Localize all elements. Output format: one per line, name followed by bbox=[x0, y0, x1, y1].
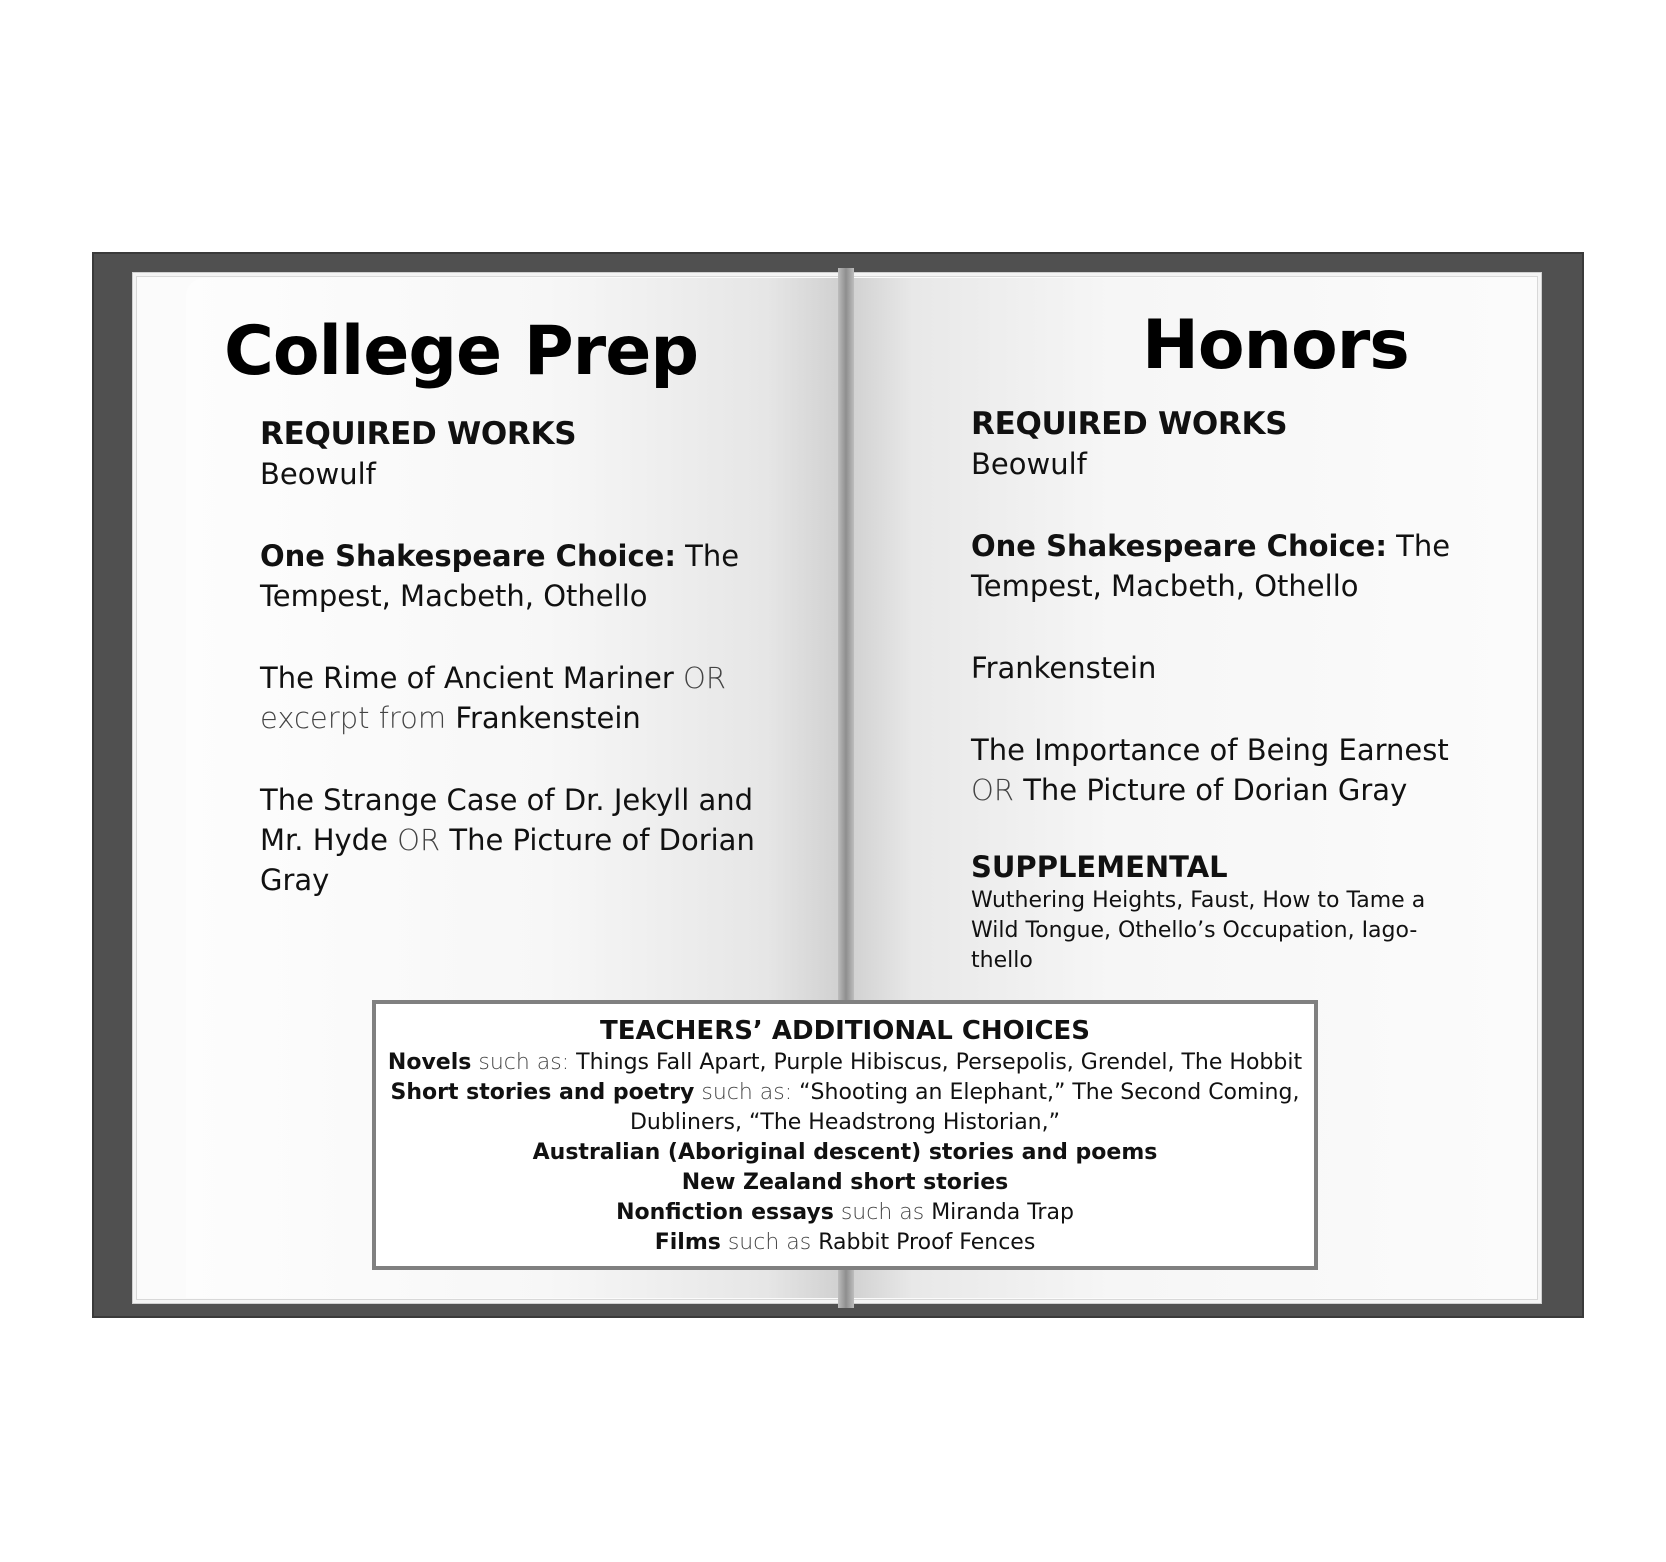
dorian-title: The Picture of Dorian Gray bbox=[260, 823, 755, 897]
shakespeare-works: The Tempest, Macbeth, Othello bbox=[971, 529, 1451, 603]
novels-line bbox=[376, 1048, 1314, 1078]
novels-label: Novels bbox=[387, 1050, 472, 1075]
shakespeare-label: One Shakespeare Choice: bbox=[971, 529, 1387, 563]
required-works-heading: REQUIRED WORKS bbox=[971, 406, 1288, 442]
or-connector: OR bbox=[387, 823, 450, 857]
honors-column bbox=[971, 404, 1471, 976]
shakespeare-item bbox=[260, 536, 780, 616]
college-prep-column bbox=[260, 414, 780, 900]
nonfiction-list: Miranda Trap bbox=[931, 1200, 1074, 1225]
such-as-text: such as: bbox=[694, 1080, 800, 1105]
nonfiction-label: Nonfiction essays bbox=[616, 1200, 834, 1225]
or-connector: OR bbox=[971, 773, 1024, 807]
such-as-text: such as bbox=[833, 1200, 932, 1225]
shakespeare-item bbox=[971, 526, 1471, 606]
such-as-text: such as bbox=[720, 1230, 819, 1255]
required-works-block bbox=[971, 404, 1471, 484]
teachers-choices-title: TEACHERS’ ADDITIONAL CHOICES bbox=[599, 1016, 1091, 1046]
beowulf-item: Beowulf bbox=[971, 447, 1087, 481]
short-stories-line bbox=[376, 1078, 1314, 1138]
frankenstein-item: Frankenstein bbox=[971, 651, 1157, 685]
new-zealand-line: New Zealand short stories bbox=[681, 1170, 1009, 1195]
jekyll-or-dorian-item bbox=[260, 780, 780, 900]
or-connector: OR bbox=[673, 661, 726, 695]
shakespeare-works: The Tempest, Macbeth, Othello bbox=[260, 539, 740, 613]
films-label: Films bbox=[654, 1230, 721, 1255]
such-as-text: such as: bbox=[471, 1050, 577, 1075]
short-stories-list: “Shooting an Elephant,” The Second Coming, Dubliners, “The Headstrong Historian,” bbox=[629, 1080, 1300, 1135]
required-works-heading: REQUIRED WORKS bbox=[260, 416, 577, 452]
rime-or-frankenstein-item bbox=[260, 658, 780, 738]
earnest-title: The Importance of Being Earnest bbox=[971, 733, 1449, 767]
supplemental-text: Wuthering Heights, Faust, How to Tame a Wild Tongue, Othello’s Occupation, Iago-thello bbox=[971, 888, 1426, 973]
short-stories-label: Short stories and poetry bbox=[390, 1080, 695, 1105]
shakespeare-label: One Shakespeare Choice: bbox=[260, 539, 676, 573]
teachers-additional-choices-box bbox=[372, 1000, 1318, 1270]
dorian-title: The Picture of Dorian Gray bbox=[1023, 773, 1408, 807]
beowulf-item: Beowulf bbox=[260, 457, 376, 491]
college-prep-title: College Prep bbox=[224, 312, 698, 391]
films-line bbox=[376, 1228, 1314, 1258]
frankenstein-title: Frankenstein bbox=[455, 701, 641, 735]
supplemental-heading: SUPPLEMENTAL bbox=[971, 850, 1228, 884]
excerpt-from-text: excerpt from bbox=[260, 701, 456, 735]
honors-title: Honors bbox=[1142, 306, 1409, 385]
required-works-block bbox=[260, 414, 780, 494]
rime-title: The Rime of Ancient Mariner bbox=[260, 661, 674, 695]
earnest-or-dorian-item bbox=[971, 730, 1471, 810]
australian-line: Australian (Aboriginal descent) stories and poems bbox=[532, 1140, 1158, 1165]
novels-list: Things Fall Apart, Purple Hibiscus, Persepolis, Grendel, The Hobbit bbox=[576, 1050, 1303, 1075]
jekyll-title: The Strange Case of Dr. Jekyll and Mr. Hyde bbox=[260, 783, 754, 857]
nonfiction-line bbox=[376, 1198, 1314, 1228]
films-list: Rabbit Proof Fences bbox=[818, 1230, 1036, 1255]
